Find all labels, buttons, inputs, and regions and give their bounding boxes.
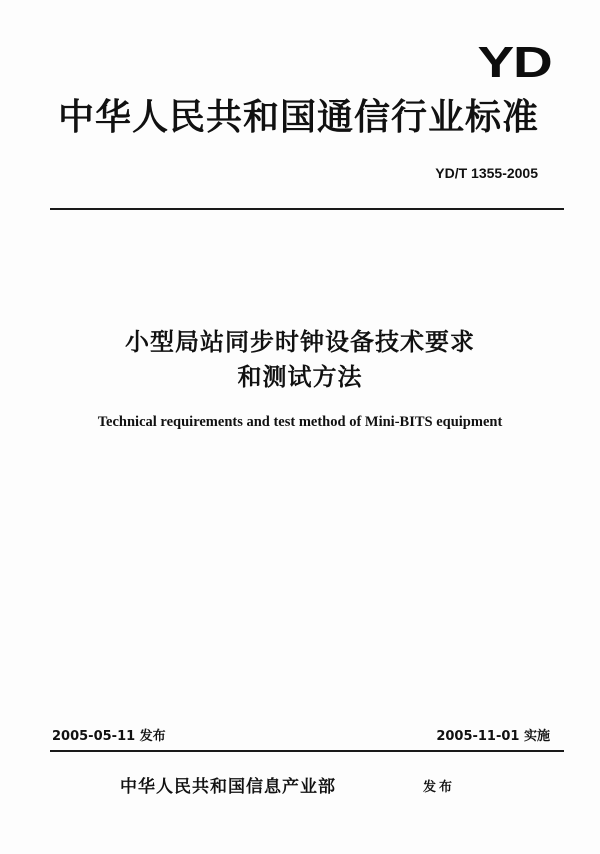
industry-logo: YD [477,38,552,87]
document-title-en: Technical requirements and test method of Mini-BITS equipment [97,414,503,430]
issue-date: 2005-05-11 发布 [52,729,166,744]
document-title-cn-line1: 小型局站同步时钟设备技术要求 [125,328,475,356]
issuing-authority: 中华人民共和国信息产业部 [120,777,336,797]
document-title-cn-line2: 和测试方法 [237,363,363,391]
implementation-date: 2005-11-01 实施 [436,729,550,744]
standard-number: YD/T 1355-2005 [435,165,538,181]
footer-divider [50,750,564,752]
issuing-action: 发布 [423,780,456,795]
standard-category-title: 中华人民共和国通信行业标准 [58,97,540,138]
header-divider [50,208,564,210]
